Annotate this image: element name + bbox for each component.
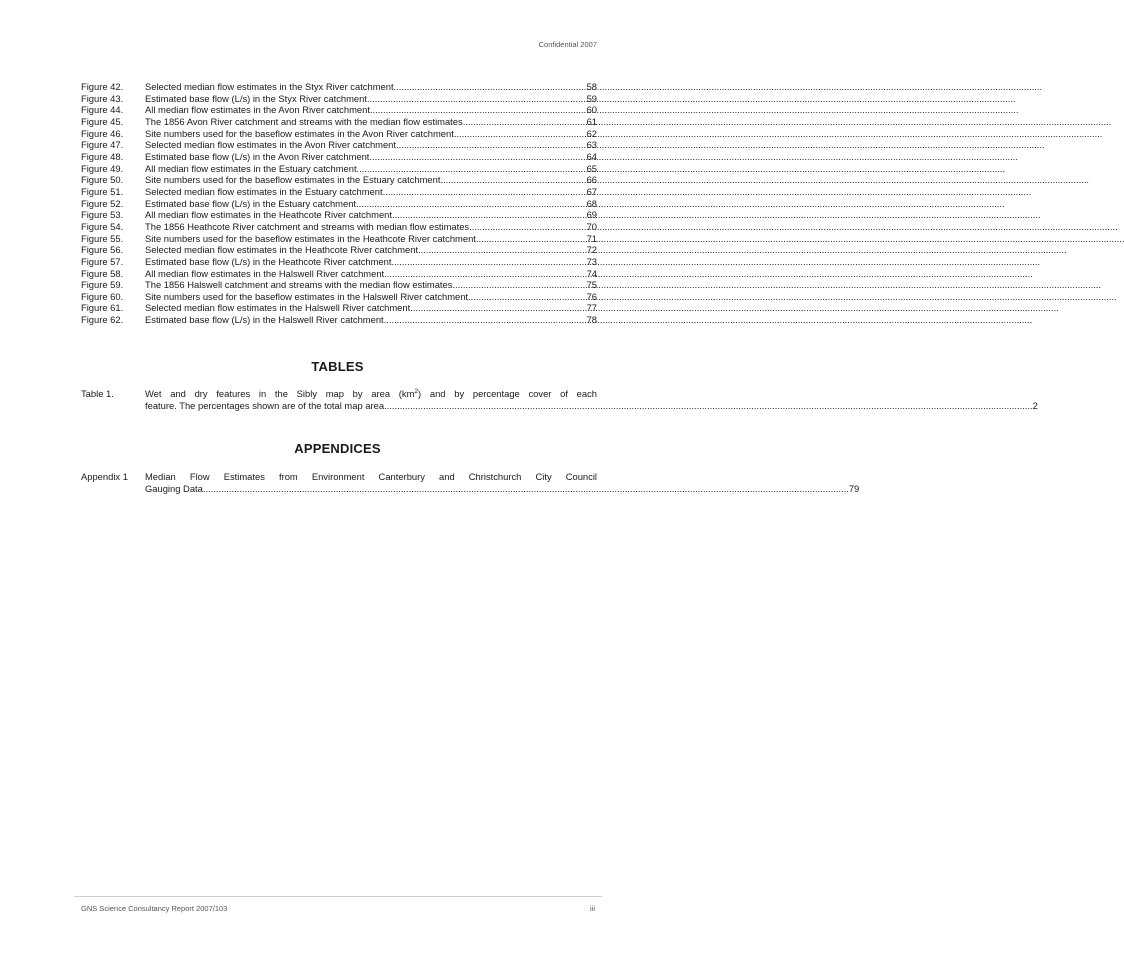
toc-entry-page: 58 bbox=[586, 81, 597, 92]
toc-entry-figure[interactable] bbox=[81, 198, 597, 210]
toc-entry-page: 60 bbox=[586, 104, 597, 116]
toc-entry-figure[interactable] bbox=[81, 116, 597, 128]
dot-leader bbox=[399, 139, 587, 151]
toc-entry-text: Site numbers used for the baseflow estimates in the Estuary catchment. bbox=[145, 174, 444, 186]
toc-entry-text: All median flow estimates in the Halswell River catchment. bbox=[145, 267, 387, 279]
toc-entry-label: Figure 61. bbox=[81, 302, 124, 314]
toc-entry-page: 64 bbox=[586, 150, 597, 162]
confidentiality-header: Confidential 2007 bbox=[538, 40, 597, 49]
toc-entry-label: Figure 43. bbox=[81, 92, 124, 104]
toc-entry-appendix-1[interactable] bbox=[81, 471, 860, 495]
toc-entry-figure[interactable] bbox=[81, 314, 597, 326]
dot-leader bbox=[373, 104, 587, 116]
toc-entry-page: 67 bbox=[586, 185, 597, 197]
toc-entry-label: Figure 49. bbox=[81, 162, 124, 174]
toc-entry-text: Selected median flow estimates in the Estuary catchment. bbox=[145, 185, 386, 197]
dot-leader bbox=[203, 483, 849, 495]
dot-leader bbox=[387, 400, 1033, 412]
toc-entry-figure[interactable] bbox=[81, 221, 597, 233]
dot-leader bbox=[455, 279, 587, 291]
dot-leader bbox=[479, 233, 587, 245]
toc-entry-text: Selected median flow estimates in the Avon River catchment. bbox=[145, 139, 399, 151]
toc-entry-label: Figure 53. bbox=[81, 209, 124, 221]
footer-report-id: GNS Science Consultancy Report 2007/103 bbox=[81, 904, 228, 913]
toc-entry-label: Figure 56. bbox=[81, 244, 124, 256]
toc-entry-figure[interactable] bbox=[81, 104, 597, 116]
dot-leader bbox=[370, 93, 587, 105]
toc-entry-figure[interactable] bbox=[81, 81, 597, 93]
dot-leader bbox=[387, 268, 587, 280]
toc-entry-label: Figure 45. bbox=[81, 115, 124, 127]
toc-entry-page: 61 bbox=[586, 115, 597, 127]
toc-entry-label: Table 1. bbox=[81, 388, 114, 399]
toc-entry-page: 2 bbox=[1032, 400, 1038, 412]
toc-entry-label: Appendix 1 bbox=[81, 471, 128, 482]
toc-entry-text: The 1856 Avon River catchment and streams with the median flow estimates. bbox=[145, 115, 466, 127]
toc-entry-text: Selected median flow estimates in the Halswell River catchment. bbox=[145, 302, 413, 314]
toc-entry-figure[interactable] bbox=[81, 93, 597, 105]
toc-entry-figure[interactable] bbox=[81, 256, 597, 268]
toc-entry-page: 63 bbox=[586, 139, 597, 151]
toc-entry-figure[interactable] bbox=[81, 244, 597, 256]
toc-entry-text: All median flow estimates in the Avon River catchment. bbox=[145, 104, 373, 116]
tables-heading: TABLES bbox=[311, 359, 364, 374]
toc-entry-text-line1: Median Flow Estimates from Environment Canterbury and Christchurch City Council bbox=[145, 471, 597, 482]
toc-entry-figure[interactable] bbox=[81, 302, 597, 314]
toc-entry-page: 70 bbox=[586, 220, 597, 232]
toc-entry-text: Selected median flow estimates in the Styx River catchment. bbox=[145, 81, 397, 92]
toc-entry-label: Figure 55. bbox=[81, 232, 124, 244]
toc-entry-figure[interactable] bbox=[81, 233, 597, 245]
toc-entry-figure[interactable] bbox=[81, 151, 597, 163]
toc-entry-text: Site numbers used for the baseflow estimates in the Halswell River catchment. bbox=[145, 290, 471, 302]
toc-entry-text: Estimated base flow (L/s) in the Styx River catchment. bbox=[145, 92, 370, 104]
appendices-heading: APPENDICES bbox=[294, 441, 381, 456]
toc-entry-text: All median flow estimates in the Heathcote River catchment. bbox=[145, 209, 395, 221]
dot-leader bbox=[386, 314, 586, 326]
footer-divider bbox=[74, 896, 602, 897]
toc-entry-text-line2: Gauging Data ..... 79 bbox=[145, 483, 597, 495]
dot-leader bbox=[465, 116, 586, 128]
toc-entry-label: Figure 51. bbox=[81, 185, 124, 197]
toc-entry-figure[interactable] bbox=[81, 291, 597, 303]
toc-entry-page: 73 bbox=[586, 255, 597, 267]
toc-entry-label: Figure 54. bbox=[81, 220, 124, 232]
toc-entry-label: Figure 58. bbox=[81, 267, 124, 279]
toc-entry-text-line1: Wet and dry features in the Sibly map by area $(km^2)$ and by percentage cover of each bbox=[145, 388, 597, 399]
toc-entry-figure[interactable] bbox=[81, 163, 597, 175]
toc-entry-label: Figure 52. bbox=[81, 197, 124, 209]
toc-entry-figure[interactable] bbox=[81, 174, 597, 186]
toc-entry-text: Site numbers used for the baseflow estimates in the Heathcote River catchment. bbox=[145, 232, 479, 244]
toc-entry-label: Figure 42. bbox=[81, 81, 124, 92]
toc-entry-page: 59 bbox=[586, 92, 597, 104]
toc-entry-page: 62 bbox=[586, 127, 597, 139]
toc-entry-page: 71 bbox=[586, 232, 597, 244]
toc-entry-page: 68 bbox=[586, 197, 597, 209]
toc-entry-text: Estimated base flow (L/s) in the Estuary catchment. bbox=[145, 197, 359, 209]
toc-entry-figure[interactable] bbox=[81, 128, 597, 140]
toc-entry-text: Estimated base flow (L/s) in the Avon River catchment. bbox=[145, 150, 373, 162]
toc-entry-page: 72 bbox=[586, 244, 597, 256]
toc-entry-page: 74 bbox=[586, 267, 597, 279]
dot-leader bbox=[456, 128, 586, 140]
toc-entry-label: Figure 50. bbox=[81, 174, 124, 186]
dot-leader bbox=[385, 186, 586, 198]
toc-entry-page: 65 bbox=[586, 162, 597, 174]
dot-leader bbox=[421, 244, 587, 256]
footer-page-number: iii bbox=[590, 904, 595, 913]
toc-entry-text-line2: feature. The percentages shown are of the total map area. ..... 2 bbox=[145, 400, 597, 412]
toc-entry-label: Figure 57. bbox=[81, 255, 124, 267]
dot-leader bbox=[359, 163, 586, 175]
toc-entry-figure[interactable] bbox=[81, 139, 597, 151]
toc-entry-label: Figure 46. bbox=[81, 127, 124, 139]
toc-entry-figure[interactable] bbox=[81, 209, 597, 221]
dot-leader bbox=[413, 302, 587, 314]
dot-leader bbox=[396, 81, 586, 93]
toc-entry-table-1[interactable] bbox=[81, 388, 1038, 412]
list-of-figures bbox=[81, 81, 597, 326]
dot-leader bbox=[395, 209, 587, 221]
dot-leader bbox=[472, 221, 587, 233]
toc-entry-page: 76 bbox=[586, 290, 597, 302]
dot-leader bbox=[471, 291, 587, 303]
toc-entry-text: All median flow estimates in the Estuary catchment. bbox=[145, 162, 360, 174]
toc-entry-label: Figure 44. bbox=[81, 104, 124, 116]
dot-leader bbox=[372, 151, 587, 163]
toc-entry-page: 77 bbox=[586, 302, 597, 314]
toc-entry-figure[interactable] bbox=[81, 279, 597, 291]
superscript-2: 2 bbox=[414, 388, 419, 395]
toc-entry-figure[interactable] bbox=[81, 268, 597, 280]
toc-entry-text: Estimated base flow (L/s) in the Halswell River catchment. bbox=[145, 314, 387, 326]
toc-entry-text: Selected median flow estimates in the Heathcote River catchment. bbox=[145, 244, 421, 256]
toc-entry-figure[interactable] bbox=[81, 186, 597, 198]
toc-entry-page: 69 bbox=[586, 209, 597, 221]
dot-leader bbox=[443, 174, 586, 186]
toc-entry-text: Site numbers used for the baseflow estimates in the Avon River catchment. bbox=[145, 127, 457, 139]
toc-entry-page: 79 bbox=[848, 483, 860, 495]
toc-entry-page: 66 bbox=[586, 174, 597, 186]
toc-entry-label: Figure 48. bbox=[81, 150, 124, 162]
toc-entry-label: Figure 59. bbox=[81, 279, 124, 291]
dot-leader bbox=[359, 198, 587, 210]
toc-entry-text: The 1856 Heathcote River catchment and streams with median flow estimates. bbox=[145, 220, 472, 232]
toc-entry-label: Figure 62. bbox=[81, 314, 124, 326]
toc-entry-page: 78 bbox=[586, 314, 597, 326]
toc-entry-page: 75 bbox=[586, 279, 597, 291]
toc-entry-label: Figure 47. bbox=[81, 139, 124, 151]
toc-entry-text: The 1856 Halswell catchment and streams with the median flow estimates. bbox=[145, 279, 456, 291]
dot-leader bbox=[394, 256, 586, 268]
toc-entry-label: Figure 60. bbox=[81, 290, 124, 302]
toc-entry-text: Estimated base flow (L/s) in the Heathcote River catchment. bbox=[145, 255, 395, 267]
